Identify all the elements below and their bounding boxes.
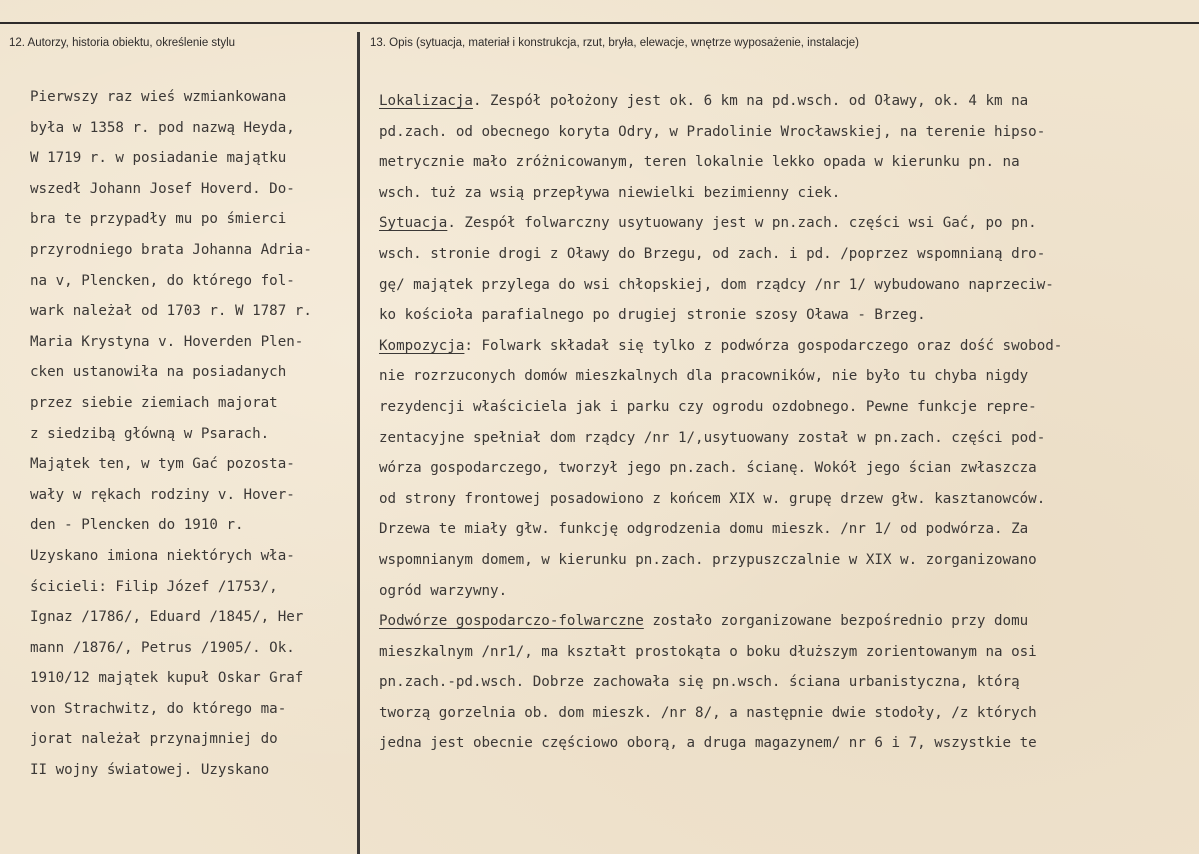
description-line bbox=[379, 208, 1191, 239]
description-text: zentacyjne spełniał dom rządcy /nr 1/,usytuowany został w pn.zach. części pod- bbox=[379, 429, 1046, 446]
header-description: 13. Opis (sytuacja, materiał i konstrukcja, rzut, bryła, elewacje, wnętrze wyposażenie, instalacje) bbox=[370, 37, 859, 49]
history-line: W 1719 r. w posiadanie majątku bbox=[30, 150, 287, 167]
history-line: przez siebie ziemiach majorat bbox=[30, 394, 278, 411]
description-line bbox=[379, 178, 1191, 209]
description-line bbox=[379, 484, 1191, 515]
description-text: zostało zorganizowane bezpośrednio przy domu bbox=[643, 613, 1029, 630]
description-text: ogród warzywny. bbox=[379, 582, 508, 599]
description-text: . Zespół folwarczny usytuowany jest w pn.zach. części wsi Gać, po pn. bbox=[447, 215, 1037, 232]
column-divider bbox=[357, 32, 360, 854]
history-line: Pierwszy raz wieś wzmiankowana bbox=[30, 89, 287, 105]
history-line: mann /1876/, Petrus /1905/. Ok. bbox=[30, 639, 295, 656]
history-line: Maria Krystyna v. Hoverden Plen- bbox=[30, 333, 304, 350]
description-line bbox=[379, 423, 1191, 454]
description-text: wórza gospodarczego, tworzył jego pn.zach. ścianę. Wokół jego ścian zwłaszcza bbox=[379, 460, 1037, 477]
history-column bbox=[30, 82, 352, 786]
description-line bbox=[379, 86, 1191, 117]
description-line bbox=[379, 514, 1191, 545]
history-line: bra te przypadły mu po śmierci bbox=[30, 211, 287, 228]
section-heading: Podwórze gospodarczo-folwarczne bbox=[379, 613, 644, 630]
description-text: gę/ majątek przylega do wsi chłopskiej, dom rządcy /nr 1/ wybudowano naprzeciw- bbox=[379, 276, 1054, 293]
description-line bbox=[379, 270, 1191, 301]
section-heading: Sytuacja bbox=[379, 215, 448, 232]
description-text: Drzewa te miały głw. funkcję odgrodzenia domu mieszk. /nr 1/ od podwórza. Za bbox=[379, 521, 1029, 538]
description-line bbox=[379, 117, 1191, 148]
description-line bbox=[379, 576, 1191, 607]
history-line: 1910/12 majątek kupuł Oskar Graf bbox=[30, 670, 304, 687]
history-line: przyrodniego brata Johanna Adria- bbox=[30, 241, 312, 258]
description-line bbox=[379, 453, 1191, 484]
description-line bbox=[379, 361, 1191, 392]
description-text: mieszkalnym /nr1/, ma kształt prostokąta o boku dłuższym zorientowanym na osi bbox=[379, 643, 1037, 660]
section-heading: Lokalizacja bbox=[379, 93, 473, 109]
description-line bbox=[379, 147, 1191, 178]
description-column bbox=[379, 86, 1191, 759]
history-line: jorat należał przynajmniej do bbox=[30, 731, 278, 748]
history-line: den - Plencken do 1910 r. bbox=[30, 517, 244, 534]
description-text: od strony frontowej posadowiono z końcem XIX w. grupę drzew głw. kasztanowców. bbox=[379, 490, 1046, 507]
header-authors-history: 12. Autorzy, historia obiektu, określenie stylu bbox=[9, 37, 236, 49]
description-line bbox=[379, 698, 1191, 729]
description-text: pn.zach.-pd.wsch. Dobrze zachowała się pn.wsch. ściana urbanistyczna, którą bbox=[379, 674, 1020, 691]
description-text: pd.zach. od obecnego koryta Odry, w Pradolinie Wrocławskiej, na terenie hipso- bbox=[379, 123, 1046, 140]
history-line: ścicieli: Filip Józef /1753/, bbox=[30, 578, 278, 595]
description-line bbox=[379, 606, 1191, 637]
description-text: jedna jest obecnie częściowo oborą, a druga magazynem/ nr 6 i 7, wszystkie te bbox=[379, 735, 1037, 752]
history-line: wark należał od 1703 r. W 1787 r. bbox=[30, 303, 312, 320]
description-text: : Folwark składał się tylko z podwórza gospodarczego oraz dość swobod- bbox=[464, 337, 1063, 354]
history-line: cken ustanowiła na posiadanych bbox=[30, 364, 287, 381]
description-line bbox=[379, 545, 1191, 576]
history-line: Majątek ten, w tym Gać pozosta- bbox=[30, 456, 295, 473]
history-line: wały w rękach rodziny v. Hover- bbox=[30, 486, 295, 503]
history-line: Ignaz /1786/, Eduard /1845/, Her bbox=[30, 609, 304, 626]
description-text: wsch. tuż za wsią przepływa niewielki bezimienny ciek. bbox=[379, 184, 841, 201]
description-line bbox=[379, 300, 1191, 331]
history-line: z siedzibą główną w Psarach. bbox=[30, 425, 270, 442]
description-text: rezydencji właściciela jak i parku czy ogrodu ozdobnego. Pewne funkcje repre- bbox=[379, 398, 1037, 415]
description-line bbox=[379, 239, 1191, 270]
description-line bbox=[379, 728, 1191, 759]
description-line bbox=[379, 392, 1191, 423]
history-line: była w 1358 r. pod nazwą Heyda, bbox=[30, 119, 295, 136]
description-text: nie rozrzuconych domów mieszkalnych dla pracowników, nie było tu chyba nigdy bbox=[379, 368, 1029, 385]
section-heading: Kompozycja bbox=[379, 337, 465, 354]
description-text: tworzą gorzelnia ob. dom mieszk. /nr 8/, a następnie dwie stodoły, /z których bbox=[379, 704, 1037, 721]
description-text: wsch. stronie drogi z Oławy do Brzegu, od zach. i pd. /poprzez wspomnianą dro- bbox=[379, 245, 1046, 262]
top-rule bbox=[0, 22, 1199, 24]
history-line: wszedł Johann Josef Hoverd. Do- bbox=[30, 180, 295, 197]
description-line bbox=[379, 667, 1191, 698]
description-text: wspomnianym domem, w kierunku pn.zach. przypuszczalnie w XIX w. zorganizowano bbox=[379, 551, 1037, 568]
description-line bbox=[379, 331, 1191, 362]
description-text: metrycznie mało zróżnicowanym, teren lokalnie lekko opada w kierunku pn. na bbox=[379, 154, 1020, 171]
history-line: von Strachwitz, do którego ma- bbox=[30, 700, 287, 717]
history-line: II wojny światowej. Uzyskano bbox=[30, 762, 270, 779]
history-line: Uzyskano imiona niektórych wła- bbox=[30, 547, 295, 564]
history-line: na v, Plencken, do którego fol- bbox=[30, 272, 295, 289]
description-text: . Zespół położony jest ok. 6 km na pd.wsch. od Oławy, ok. 4 km na bbox=[472, 93, 1029, 109]
description-line bbox=[379, 637, 1191, 668]
description-text: ko kościoła parafialnego po drugiej stronie szosy Oława - Brzeg. bbox=[379, 307, 926, 324]
